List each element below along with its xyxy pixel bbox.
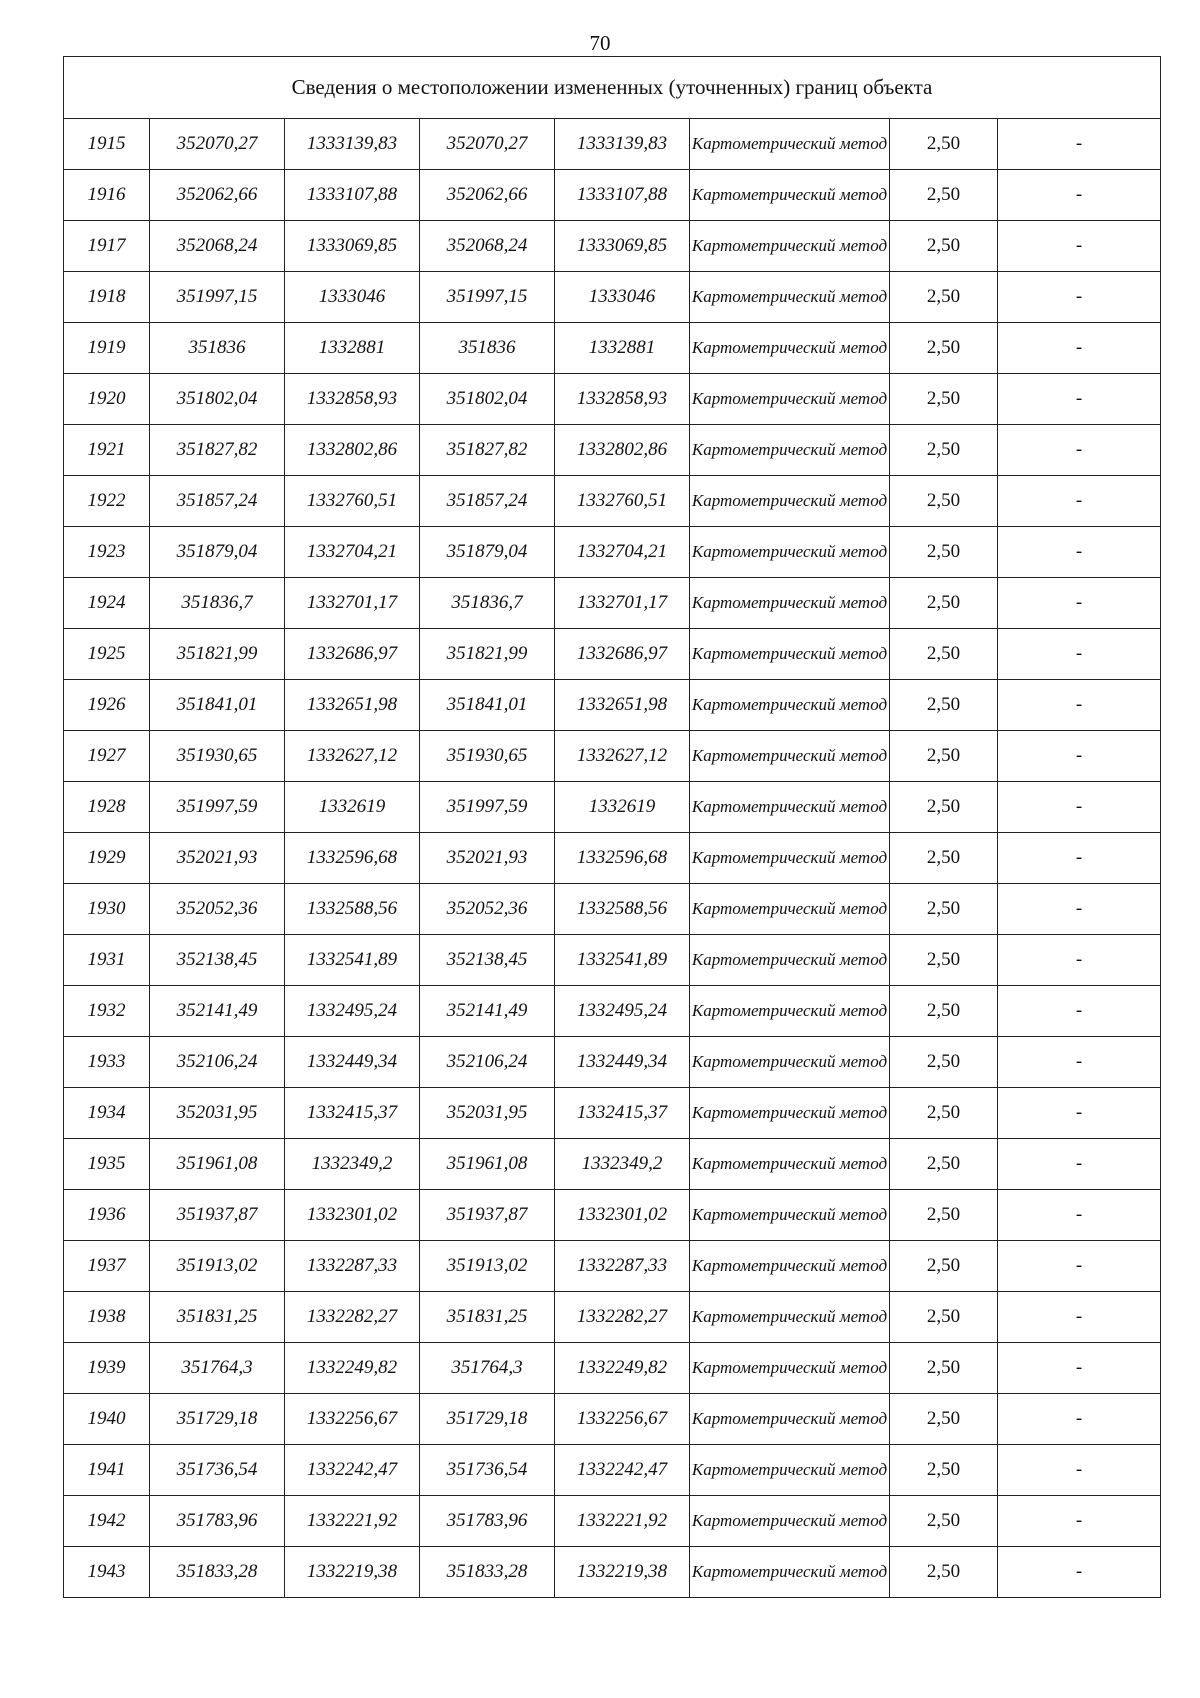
- cell-y-new: 1332282,27: [555, 1292, 690, 1343]
- cell-accuracy: 2,50: [890, 986, 998, 1037]
- cell-x-new: 351841,01: [420, 680, 555, 731]
- cell-description: -: [998, 1292, 1161, 1343]
- cell-x-old: 351857,24: [150, 476, 285, 527]
- cell-accuracy: 2,50: [890, 1292, 998, 1343]
- cell-description: -: [998, 1343, 1161, 1394]
- cell-point-number: 1931: [64, 935, 150, 986]
- cell-description: -: [998, 680, 1161, 731]
- cell-x-old: 352052,36: [150, 884, 285, 935]
- cell-y-old: 1333139,83: [285, 119, 420, 170]
- cell-description: -: [998, 578, 1161, 629]
- cell-y-new: 1332249,82: [555, 1343, 690, 1394]
- cell-x-old: 351930,65: [150, 731, 285, 782]
- cell-accuracy: 2,50: [890, 1190, 998, 1241]
- cell-y-new: 1332686,97: [555, 629, 690, 680]
- table-row: [64, 119, 1161, 170]
- cell-y-old: 1332802,86: [285, 425, 420, 476]
- cell-point-number: 1941: [64, 1445, 150, 1496]
- cell-accuracy: 2,50: [890, 425, 998, 476]
- cell-method: Картометрический метод: [690, 1241, 890, 1292]
- cell-x-new: 352052,36: [420, 884, 555, 935]
- cell-method: Картометрический метод: [690, 884, 890, 935]
- cell-accuracy: 2,50: [890, 833, 998, 884]
- cell-y-new: 1332619: [555, 782, 690, 833]
- cell-y-old: 1332760,51: [285, 476, 420, 527]
- cell-y-old: 1332651,98: [285, 680, 420, 731]
- cell-y-new: 1332881: [555, 323, 690, 374]
- cell-x-new: 352070,27: [420, 119, 555, 170]
- cell-x-old: 351729,18: [150, 1394, 285, 1445]
- table-row: [64, 476, 1161, 527]
- cell-description: -: [998, 1037, 1161, 1088]
- cell-y-new: 1333139,83: [555, 119, 690, 170]
- cell-accuracy: 2,50: [890, 170, 998, 221]
- table-row: [64, 527, 1161, 578]
- cell-accuracy: 2,50: [890, 323, 998, 374]
- cell-x-new: 351827,82: [420, 425, 555, 476]
- cell-x-old: 351827,82: [150, 425, 285, 476]
- cell-y-new: 1332596,68: [555, 833, 690, 884]
- table-row: [64, 1088, 1161, 1139]
- cell-y-new: 1332627,12: [555, 731, 690, 782]
- cell-accuracy: 2,50: [890, 1496, 998, 1547]
- cell-accuracy: 2,50: [890, 935, 998, 986]
- cell-y-old: 1332256,67: [285, 1394, 420, 1445]
- cell-point-number: 1940: [64, 1394, 150, 1445]
- table-row: [64, 731, 1161, 782]
- cell-method: Картометрический метод: [690, 578, 890, 629]
- cell-description: -: [998, 1547, 1161, 1598]
- table-row: [64, 1139, 1161, 1190]
- cell-x-old: 351802,04: [150, 374, 285, 425]
- table-row: [64, 1292, 1161, 1343]
- cell-accuracy: 2,50: [890, 221, 998, 272]
- cell-y-new: 1332704,21: [555, 527, 690, 578]
- cell-y-old: 1333107,88: [285, 170, 420, 221]
- cell-point-number: 1921: [64, 425, 150, 476]
- cell-y-new: 1332651,98: [555, 680, 690, 731]
- cell-point-number: 1939: [64, 1343, 150, 1394]
- table-row: [64, 1190, 1161, 1241]
- cell-x-new: 351930,65: [420, 731, 555, 782]
- cell-x-new: 351764,3: [420, 1343, 555, 1394]
- cell-description: -: [998, 527, 1161, 578]
- cell-x-new: 352062,66: [420, 170, 555, 221]
- cell-x-old: 352031,95: [150, 1088, 285, 1139]
- cell-description: -: [998, 986, 1161, 1037]
- cell-description: -: [998, 119, 1161, 170]
- cell-description: -: [998, 1088, 1161, 1139]
- table-row: [64, 221, 1161, 272]
- cell-point-number: 1935: [64, 1139, 150, 1190]
- cell-y-old: 1332249,82: [285, 1343, 420, 1394]
- cell-method: Картометрический метод: [690, 476, 890, 527]
- cell-y-new: 1333107,88: [555, 170, 690, 221]
- cell-description: -: [998, 782, 1161, 833]
- cell-point-number: 1917: [64, 221, 150, 272]
- cell-x-old: 351833,28: [150, 1547, 285, 1598]
- cell-y-new: 1332541,89: [555, 935, 690, 986]
- cell-point-number: 1923: [64, 527, 150, 578]
- cell-point-number: 1927: [64, 731, 150, 782]
- cell-y-new: 1332760,51: [555, 476, 690, 527]
- cell-point-number: 1922: [64, 476, 150, 527]
- cell-x-old: 351783,96: [150, 1496, 285, 1547]
- table-row: [64, 833, 1161, 884]
- cell-point-number: 1936: [64, 1190, 150, 1241]
- cell-method: Картометрический метод: [690, 986, 890, 1037]
- table-row: [64, 170, 1161, 221]
- cell-y-new: 1332221,92: [555, 1496, 690, 1547]
- cell-accuracy: 2,50: [890, 527, 998, 578]
- cell-point-number: 1916: [64, 170, 150, 221]
- cell-method: Картометрический метод: [690, 782, 890, 833]
- cell-y-old: 1332588,56: [285, 884, 420, 935]
- cell-x-old: 352141,49: [150, 986, 285, 1037]
- table-row: [64, 884, 1161, 935]
- cell-point-number: 1925: [64, 629, 150, 680]
- cell-accuracy: 2,50: [890, 680, 998, 731]
- cell-description: -: [998, 1241, 1161, 1292]
- table-row: [64, 935, 1161, 986]
- cell-accuracy: 2,50: [890, 476, 998, 527]
- cell-x-new: 351836,7: [420, 578, 555, 629]
- cell-method: Картометрический метод: [690, 1088, 890, 1139]
- cell-method: Картометрический метод: [690, 374, 890, 425]
- page-number: 70: [589, 31, 611, 55]
- cell-y-old: 1332287,33: [285, 1241, 420, 1292]
- cell-method: Картометрический метод: [690, 1037, 890, 1088]
- cell-accuracy: 2,50: [890, 578, 998, 629]
- cell-y-old: 1332619: [285, 782, 420, 833]
- cell-description: -: [998, 170, 1161, 221]
- cell-y-old: 1332541,89: [285, 935, 420, 986]
- cell-description: -: [998, 425, 1161, 476]
- cell-accuracy: 2,50: [890, 1343, 998, 1394]
- cell-x-new: 351857,24: [420, 476, 555, 527]
- boundary-coordinates-table: [63, 56, 1161, 1598]
- cell-y-old: 1332415,37: [285, 1088, 420, 1139]
- cell-point-number: 1934: [64, 1088, 150, 1139]
- cell-method: Картометрический метод: [690, 629, 890, 680]
- cell-method: Картометрический метод: [690, 680, 890, 731]
- table-row: [64, 272, 1161, 323]
- cell-point-number: 1942: [64, 1496, 150, 1547]
- cell-x-old: 351961,08: [150, 1139, 285, 1190]
- cell-x-old: 352021,93: [150, 833, 285, 884]
- cell-method: Картометрический метод: [690, 272, 890, 323]
- cell-x-old: 352070,27: [150, 119, 285, 170]
- cell-accuracy: 2,50: [890, 1547, 998, 1598]
- cell-x-new: 351802,04: [420, 374, 555, 425]
- cell-y-new: 1333069,85: [555, 221, 690, 272]
- cell-y-old: 1332349,2: [285, 1139, 420, 1190]
- cell-method: Картометрический метод: [690, 527, 890, 578]
- table-row: [64, 782, 1161, 833]
- cell-y-new: 1332588,56: [555, 884, 690, 935]
- cell-accuracy: 2,50: [890, 1139, 998, 1190]
- cell-x-new: 352141,49: [420, 986, 555, 1037]
- cell-description: -: [998, 1445, 1161, 1496]
- cell-x-new: 351997,59: [420, 782, 555, 833]
- table-row: [64, 1241, 1161, 1292]
- cell-method: Картометрический метод: [690, 1139, 890, 1190]
- table-row: [64, 1394, 1161, 1445]
- cell-x-new: 352068,24: [420, 221, 555, 272]
- cell-y-new: 1332415,37: [555, 1088, 690, 1139]
- cell-x-old: 352068,24: [150, 221, 285, 272]
- cell-point-number: 1924: [64, 578, 150, 629]
- table-row: [64, 1343, 1161, 1394]
- cell-method: Картометрический метод: [690, 1445, 890, 1496]
- cell-x-new: 352031,95: [420, 1088, 555, 1139]
- cell-y-old: 1332301,02: [285, 1190, 420, 1241]
- cell-description: -: [998, 1139, 1161, 1190]
- cell-y-old: 1333046: [285, 272, 420, 323]
- cell-method: Картометрический метод: [690, 1190, 890, 1241]
- cell-x-old: 351821,99: [150, 629, 285, 680]
- cell-x-new: 351736,54: [420, 1445, 555, 1496]
- cell-accuracy: 2,50: [890, 629, 998, 680]
- cell-accuracy: 2,50: [890, 119, 998, 170]
- cell-x-new: 351961,08: [420, 1139, 555, 1190]
- cell-x-new: 351783,96: [420, 1496, 555, 1547]
- cell-y-old: 1332282,27: [285, 1292, 420, 1343]
- cell-x-old: 352106,24: [150, 1037, 285, 1088]
- cell-x-old: 351836,7: [150, 578, 285, 629]
- cell-x-old: 351831,25: [150, 1292, 285, 1343]
- cell-y-new: 1332701,17: [555, 578, 690, 629]
- cell-point-number: 1932: [64, 986, 150, 1037]
- cell-description: -: [998, 323, 1161, 374]
- table-row: [64, 1445, 1161, 1496]
- cell-y-new: 1332287,33: [555, 1241, 690, 1292]
- cell-x-new: 351836: [420, 323, 555, 374]
- cell-description: -: [998, 221, 1161, 272]
- cell-x-old: 351736,54: [150, 1445, 285, 1496]
- cell-y-old: 1332881: [285, 323, 420, 374]
- cell-point-number: 1926: [64, 680, 150, 731]
- cell-point-number: 1930: [64, 884, 150, 935]
- cell-description: -: [998, 374, 1161, 425]
- cell-accuracy: 2,50: [890, 1088, 998, 1139]
- cell-x-old: 351913,02: [150, 1241, 285, 1292]
- cell-y-new: 1332858,93: [555, 374, 690, 425]
- cell-y-old: 1332596,68: [285, 833, 420, 884]
- cell-y-new: 1332349,2: [555, 1139, 690, 1190]
- cell-x-old: 351937,87: [150, 1190, 285, 1241]
- table-row: [64, 374, 1161, 425]
- cell-y-old: 1332686,97: [285, 629, 420, 680]
- cell-y-old: 1332221,92: [285, 1496, 420, 1547]
- cell-accuracy: 2,50: [890, 782, 998, 833]
- cell-x-old: 352138,45: [150, 935, 285, 986]
- cell-x-new: 351937,87: [420, 1190, 555, 1241]
- cell-method: Картометрический метод: [690, 221, 890, 272]
- cell-x-new: 351913,02: [420, 1241, 555, 1292]
- cell-description: -: [998, 1394, 1161, 1445]
- cell-description: -: [998, 1190, 1161, 1241]
- cell-x-old: 351841,01: [150, 680, 285, 731]
- cell-accuracy: 2,50: [890, 1241, 998, 1292]
- cell-accuracy: 2,50: [890, 731, 998, 782]
- cell-method: Картометрический метод: [690, 833, 890, 884]
- cell-x-old: 351836: [150, 323, 285, 374]
- cell-x-new: 351997,15: [420, 272, 555, 323]
- cell-accuracy: 2,50: [890, 884, 998, 935]
- cell-method: Картометрический метод: [690, 1547, 890, 1598]
- table-row: [64, 629, 1161, 680]
- cell-y-new: 1332449,34: [555, 1037, 690, 1088]
- cell-y-new: 1332242,47: [555, 1445, 690, 1496]
- table-row: [64, 680, 1161, 731]
- cell-y-old: 1332219,38: [285, 1547, 420, 1598]
- cell-x-new: 351821,99: [420, 629, 555, 680]
- table-body: [64, 57, 1161, 1598]
- cell-y-old: 1333069,85: [285, 221, 420, 272]
- cell-accuracy: 2,50: [890, 272, 998, 323]
- cell-description: -: [998, 629, 1161, 680]
- cell-description: -: [998, 272, 1161, 323]
- cell-accuracy: 2,50: [890, 1394, 998, 1445]
- cell-y-old: 1332495,24: [285, 986, 420, 1037]
- cell-accuracy: 2,50: [890, 1037, 998, 1088]
- cell-x-new: 351831,25: [420, 1292, 555, 1343]
- cell-point-number: 1919: [64, 323, 150, 374]
- cell-y-old: 1332858,93: [285, 374, 420, 425]
- cell-x-new: 352138,45: [420, 935, 555, 986]
- cell-description: -: [998, 731, 1161, 782]
- cell-y-old: 1332449,34: [285, 1037, 420, 1088]
- cell-y-old: 1332701,17: [285, 578, 420, 629]
- cell-point-number: 1928: [64, 782, 150, 833]
- cell-x-new: 351833,28: [420, 1547, 555, 1598]
- table-row: [64, 323, 1161, 374]
- cell-point-number: 1933: [64, 1037, 150, 1088]
- cell-method: Картометрический метод: [690, 1343, 890, 1394]
- cell-method: Картометрический метод: [690, 935, 890, 986]
- cell-x-new: 351729,18: [420, 1394, 555, 1445]
- cell-y-new: 1332495,24: [555, 986, 690, 1037]
- cell-point-number: 1920: [64, 374, 150, 425]
- cell-description: -: [998, 935, 1161, 986]
- cell-method: Картометрический метод: [690, 119, 890, 170]
- cell-description: -: [998, 1496, 1161, 1547]
- cell-x-old: 352062,66: [150, 170, 285, 221]
- cell-x-new: 351879,04: [420, 527, 555, 578]
- cell-y-old: 1332242,47: [285, 1445, 420, 1496]
- cell-y-old: 1332627,12: [285, 731, 420, 782]
- cell-method: Картометрический метод: [690, 170, 890, 221]
- cell-description: -: [998, 476, 1161, 527]
- cell-point-number: 1929: [64, 833, 150, 884]
- cell-point-number: 1938: [64, 1292, 150, 1343]
- cell-description: -: [998, 884, 1161, 935]
- cell-x-old: 351997,15: [150, 272, 285, 323]
- cell-point-number: 1918: [64, 272, 150, 323]
- cell-y-new: 1332256,67: [555, 1394, 690, 1445]
- table-row: [64, 986, 1161, 1037]
- table-row: [64, 425, 1161, 476]
- cell-x-old: 351764,3: [150, 1343, 285, 1394]
- cell-x-new: 352021,93: [420, 833, 555, 884]
- table-row: [64, 1496, 1161, 1547]
- cell-description: -: [998, 833, 1161, 884]
- cell-point-number: 1937: [64, 1241, 150, 1292]
- cell-y-new: 1333046: [555, 272, 690, 323]
- cell-x-old: 351879,04: [150, 527, 285, 578]
- table-row: [64, 1037, 1161, 1088]
- cell-method: Картометрический метод: [690, 1496, 890, 1547]
- cell-y-new: 1332301,02: [555, 1190, 690, 1241]
- cell-method: Картометрический метод: [690, 1292, 890, 1343]
- table-row: [64, 578, 1161, 629]
- cell-method: Картометрический метод: [690, 1394, 890, 1445]
- table-title-row: [64, 57, 1161, 119]
- table-row: [64, 1547, 1161, 1598]
- cell-point-number: 1915: [64, 119, 150, 170]
- cell-x-old: 351997,59: [150, 782, 285, 833]
- cell-point-number: 1943: [64, 1547, 150, 1598]
- cell-y-old: 1332704,21: [285, 527, 420, 578]
- cell-method: Картометрический метод: [690, 323, 890, 374]
- cell-y-new: 1332802,86: [555, 425, 690, 476]
- table-title: Сведения о местоположении измененных (уточненных) границ объекта: [64, 57, 1161, 119]
- cell-accuracy: 2,50: [890, 374, 998, 425]
- cell-method: Картометрический метод: [690, 731, 890, 782]
- cell-x-new: 352106,24: [420, 1037, 555, 1088]
- cell-method: Картометрический метод: [690, 425, 890, 476]
- cell-accuracy: 2,50: [890, 1445, 998, 1496]
- cell-y-new: 1332219,38: [555, 1547, 690, 1598]
